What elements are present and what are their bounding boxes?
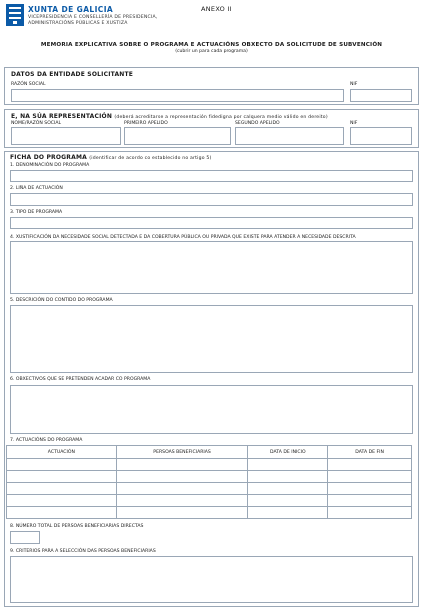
- table-row: [7, 483, 412, 495]
- table-cell[interactable]: [248, 507, 328, 519]
- annex-label: ANEXO II: [201, 5, 232, 13]
- table-cell[interactable]: [328, 507, 412, 519]
- actions-table-header: [7, 446, 412, 459]
- q9-label: 9. CRITERIOS PARA A SELECCIÓN DAS PERSOAS BENEFICIARIAS: [10, 549, 156, 554]
- objectives-textarea[interactable]: [10, 385, 413, 434]
- table-cell[interactable]: [328, 483, 412, 495]
- q3-label: 3. TIPO DE PROGRAMA: [10, 210, 63, 215]
- table-cell[interactable]: [248, 471, 328, 483]
- business-name-field[interactable]: [11, 89, 344, 102]
- representation-title-text: E, NA SÚA REPRESENTACIÓN: [11, 113, 113, 120]
- rep-second-surname-label: SEGUNDO APELIDO: [235, 121, 280, 126]
- table-cell[interactable]: [7, 507, 117, 519]
- rep-nif-label: NIF: [350, 121, 358, 126]
- org-name: XUNTA DE GALICIA: [28, 5, 114, 14]
- program-name-field[interactable]: [10, 170, 413, 182]
- table-cell[interactable]: [7, 471, 117, 483]
- table-cell[interactable]: [248, 495, 328, 507]
- table-cell[interactable]: [248, 483, 328, 495]
- entity-section: [4, 67, 419, 105]
- business-name-label: RAZÓN SOCIAL: [11, 82, 46, 87]
- table-cell[interactable]: [116, 495, 248, 507]
- program-title-text: FICHA DO PROGRAMA: [10, 154, 87, 161]
- q8-label: 8. NÚMERO TOTAL DE PERSOAS BENEFICIARIAS DIRECTAS: [10, 524, 144, 529]
- action-line-field[interactable]: [10, 193, 413, 206]
- table-cell[interactable]: [7, 483, 117, 495]
- table-cell[interactable]: [328, 471, 412, 483]
- table-cell[interactable]: [328, 495, 412, 507]
- representation-section-title: [11, 113, 328, 120]
- entity-nif-label: NIF: [350, 82, 358, 87]
- actions-table: [6, 445, 412, 519]
- program-section-title: [10, 154, 212, 161]
- q2-label: 2. LIÑA DE ACTUACIÓN: [10, 186, 63, 191]
- rep-name-field[interactable]: [11, 127, 121, 145]
- table-cell[interactable]: [116, 483, 248, 495]
- table-row: [7, 471, 412, 483]
- entity-section-title: DATOS DA ENTIDADE SOLICITANTE: [11, 71, 134, 78]
- description-textarea[interactable]: [10, 305, 413, 373]
- q5-label: 5. DESCRICIÓN DO CONTIDO DO PROGRAMA: [10, 298, 113, 303]
- table-cell[interactable]: [7, 459, 117, 471]
- program-type-field[interactable]: [10, 217, 413, 229]
- q1-label: 1. DENOMINACIÓN DO PROGRAMA: [10, 163, 90, 168]
- table-row: [7, 459, 412, 471]
- representation-section: [4, 109, 419, 148]
- q6-label: 6. OBXECTIVOS QUE SE PRETENDEN ACADAR CO PROGRAMA: [10, 377, 151, 382]
- xunta-logo-icon: [6, 4, 24, 26]
- col-header-action: ACTUACIÓN: [7, 446, 117, 459]
- q4-label: 4. XUSTIFICACIÓN DA NECESIDADE SOCIAL DETECTADA E DA COBERTURA PÚBLICA OU PRIVADA QUE EXISTE PARA ATENDER A NECESIDADE DESCRITA: [10, 235, 356, 240]
- document-header: [6, 4, 417, 30]
- rep-first-surname-label: PRIMEIRO APELIDO: [124, 121, 168, 126]
- beneficiaries-count-field[interactable]: [10, 531, 40, 544]
- document-title: MEMORIA EXPLICATIVA SOBRE O PROGRAMA E ACTUACIÓNS OBXECTO DA SOLICITUDE DE SUBVENCIÓN: [40, 42, 383, 48]
- table-cell[interactable]: [116, 471, 248, 483]
- representation-note: (deberá acreditarse a representación fidedigna por calquera medio válido en dereito): [114, 115, 328, 120]
- justification-textarea[interactable]: [10, 241, 413, 294]
- col-header-beneficiaries: PERSOAS BENEFICIARIAS: [116, 446, 248, 459]
- rep-name-label: NOME/RAZÓN SOCIAL: [11, 121, 62, 126]
- selection-criteria-textarea[interactable]: [10, 556, 413, 603]
- rep-second-surname-field[interactable]: [235, 127, 344, 145]
- table-cell[interactable]: [116, 459, 248, 471]
- table-row: [7, 507, 412, 519]
- entity-nif-field[interactable]: [350, 89, 412, 102]
- document-subtitle: (cubrir un para cada programa): [175, 49, 248, 54]
- q7-label: 7. ACTUACIÓNS DO PROGRAMA: [10, 438, 83, 443]
- rep-first-surname-field[interactable]: [124, 127, 231, 145]
- program-note: (identificar de acordo co establecido no artigo 5): [89, 156, 212, 161]
- table-cell[interactable]: [248, 459, 328, 471]
- rep-nif-field[interactable]: [350, 127, 412, 145]
- table-cell[interactable]: [7, 495, 117, 507]
- col-header-end-date: DATA DE FIN: [328, 446, 412, 459]
- org-department-line2: ADMINISTRACIÓNS PÚBLICAS E XUSTIZA: [28, 21, 128, 26]
- org-department-line1: VICEPRESIDENCIA E CONSELLERÍA DE PRESIDENCIA,: [28, 15, 158, 20]
- col-header-start-date: DATA DE INICIO: [248, 446, 328, 459]
- table-cell[interactable]: [328, 459, 412, 471]
- table-row: [7, 495, 412, 507]
- table-cell[interactable]: [116, 507, 248, 519]
